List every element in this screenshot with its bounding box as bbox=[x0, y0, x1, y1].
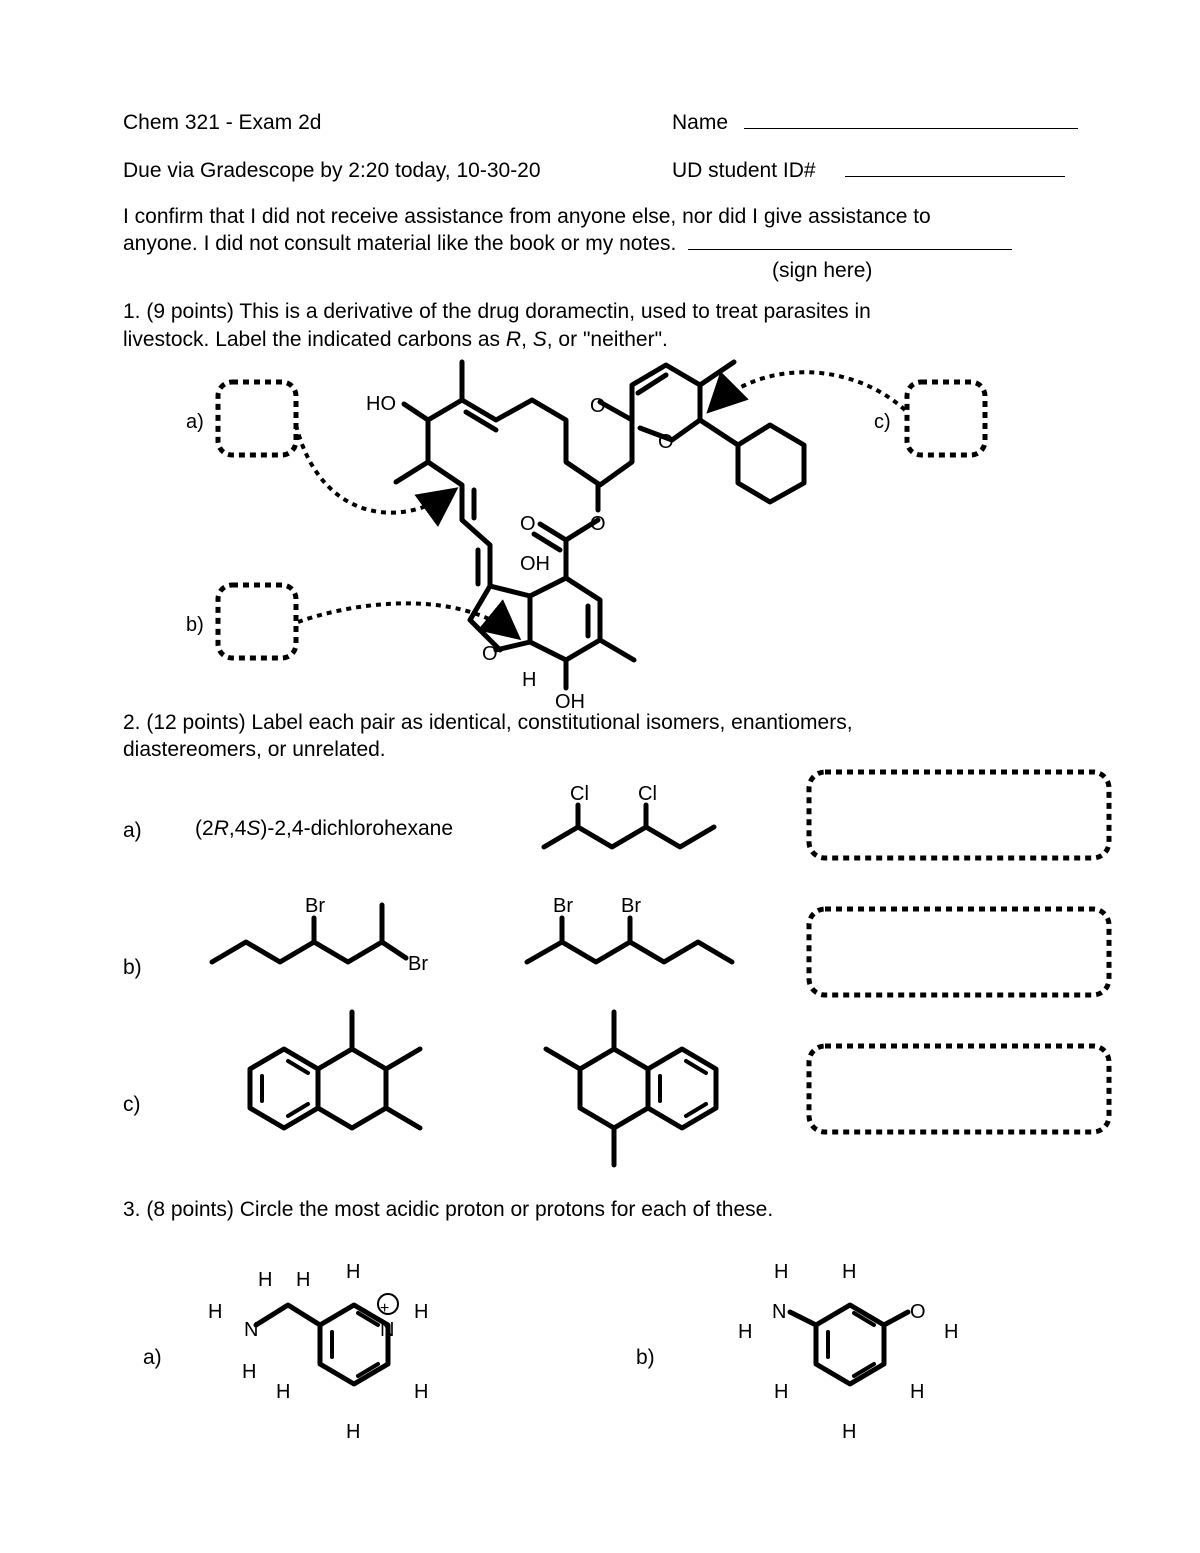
q1-atom-h: H bbox=[522, 669, 537, 691]
q3b-structure bbox=[790, 1305, 908, 1384]
q2b-br-1: Br bbox=[305, 895, 325, 917]
q3b-o: O bbox=[910, 1301, 926, 1323]
q3a-n-amine: N bbox=[244, 1319, 259, 1341]
q1-answer-box-a[interactable] bbox=[218, 382, 296, 455]
q2-a-label: a) bbox=[123, 819, 142, 842]
sign-here-label: (sign here) bbox=[772, 259, 873, 282]
q1-atom-o-carbonyl: O bbox=[520, 513, 536, 535]
q2-b-label: b) bbox=[123, 956, 142, 979]
q3b-h6: H bbox=[910, 1381, 925, 1403]
q2a-cl-2: Cl bbox=[638, 783, 657, 805]
q2b-right-structure bbox=[527, 918, 732, 962]
q3a-h1: H bbox=[258, 1269, 273, 1291]
q3a-structure bbox=[256, 1294, 398, 1384]
q2-answer-box-c[interactable] bbox=[809, 1046, 1109, 1132]
q3a-plus: + bbox=[380, 1300, 390, 1317]
q3a-n-pyridinium: N bbox=[380, 1319, 395, 1341]
q2-c-label: c) bbox=[123, 1093, 141, 1116]
q1-line-1: 1. (9 points) This is a derivative of the drug doramectin, used to treat parasites in bbox=[123, 300, 871, 323]
due-text: Due via Gradescope by 2:20 today, 10-30-20 bbox=[123, 159, 541, 182]
q2c-right-structure bbox=[546, 1012, 716, 1165]
q3b-h3: H bbox=[738, 1321, 753, 1343]
q3b-h2: H bbox=[842, 1261, 857, 1283]
q1-answer-box-c[interactable] bbox=[907, 382, 985, 455]
student-id-label: UD student ID# bbox=[672, 159, 816, 182]
q1-arrow-c bbox=[712, 372, 905, 410]
q1-label-c: c) bbox=[874, 411, 891, 433]
q1-line-2a: livestock. Label the indicated carbons as bbox=[123, 328, 506, 351]
q1-atom-o-ring1: O bbox=[590, 395, 606, 417]
q2c-left-structure bbox=[250, 1012, 420, 1128]
q1-atom-o-ester: O bbox=[590, 513, 606, 535]
q2-answer-box-b[interactable] bbox=[809, 909, 1109, 995]
confirm-line-1: I confirm that I did not receive assistance from anyone else, nor did I give assistance to bbox=[123, 205, 931, 228]
q2b-br-4: Br bbox=[621, 895, 641, 917]
q2-a-name-r: R bbox=[213, 817, 229, 840]
confirm-line-2-text: anyone. I did not consult material like the book or my notes. bbox=[123, 232, 677, 255]
q1-atom-ho: HO bbox=[366, 393, 396, 415]
q3a-h5: H bbox=[414, 1301, 429, 1323]
q1-s: S bbox=[532, 328, 547, 351]
q2-a-name-s: S bbox=[246, 817, 261, 840]
q3b-n: N bbox=[772, 1301, 787, 1323]
q1-label-a: a) bbox=[186, 411, 204, 433]
q3b-h5: H bbox=[774, 1381, 789, 1403]
q1-r: R bbox=[505, 328, 522, 351]
q3a-h6: H bbox=[242, 1361, 257, 1383]
q3b-h1: H bbox=[774, 1261, 789, 1283]
q3-b-label: b) bbox=[636, 1346, 655, 1369]
course-title: Chem 321 - Exam 2d bbox=[123, 111, 322, 134]
q2-a-name-pre: (2 bbox=[195, 817, 214, 840]
q2a-cl-1: Cl bbox=[570, 783, 589, 805]
q3a-h7: H bbox=[276, 1381, 291, 1403]
q2b-br-3: Br bbox=[553, 895, 573, 917]
q2-line-2: diastereomers, or unrelated. bbox=[123, 738, 386, 761]
q3a-h2: H bbox=[296, 1269, 311, 1291]
q2-a-name-mid: ,4 bbox=[228, 817, 247, 840]
q2a-structure bbox=[544, 805, 714, 847]
q3-a-label: a) bbox=[143, 1346, 162, 1369]
q3b-h4: H bbox=[944, 1321, 959, 1343]
q3-line: 3. (8 points) Circle the most acidic proton or protons for each of these. bbox=[123, 1198, 774, 1221]
q3a-h3: H bbox=[346, 1261, 361, 1283]
name-label: Name bbox=[672, 111, 729, 134]
q3a-h8: H bbox=[414, 1381, 429, 1403]
q1-answer-box-b[interactable] bbox=[218, 585, 296, 658]
q2-answer-box-a[interactable] bbox=[809, 772, 1109, 858]
q2-a-name-post: )-2,4-dichlorohexane bbox=[260, 817, 453, 840]
q1-line-2b: , or "neither". bbox=[546, 328, 668, 351]
q1-comma: , bbox=[521, 328, 533, 351]
q2-line-1: 2. (12 points) Label each pair as identical, constitutional isomers, enantiomers, bbox=[123, 711, 853, 734]
q1-atom-oh-top: OH bbox=[520, 553, 550, 575]
q3b-h7: H bbox=[842, 1421, 857, 1443]
q1-atom-o-furan: O bbox=[482, 643, 498, 665]
q1-atom-o-ring2: O bbox=[658, 431, 674, 453]
q3a-h4: H bbox=[208, 1301, 223, 1323]
q1-label-b: b) bbox=[186, 614, 204, 636]
q3a-h9: H bbox=[346, 1421, 361, 1443]
q1-atom-oh-bottom: OH bbox=[555, 691, 585, 713]
q2b-br-2: Br bbox=[408, 953, 428, 975]
